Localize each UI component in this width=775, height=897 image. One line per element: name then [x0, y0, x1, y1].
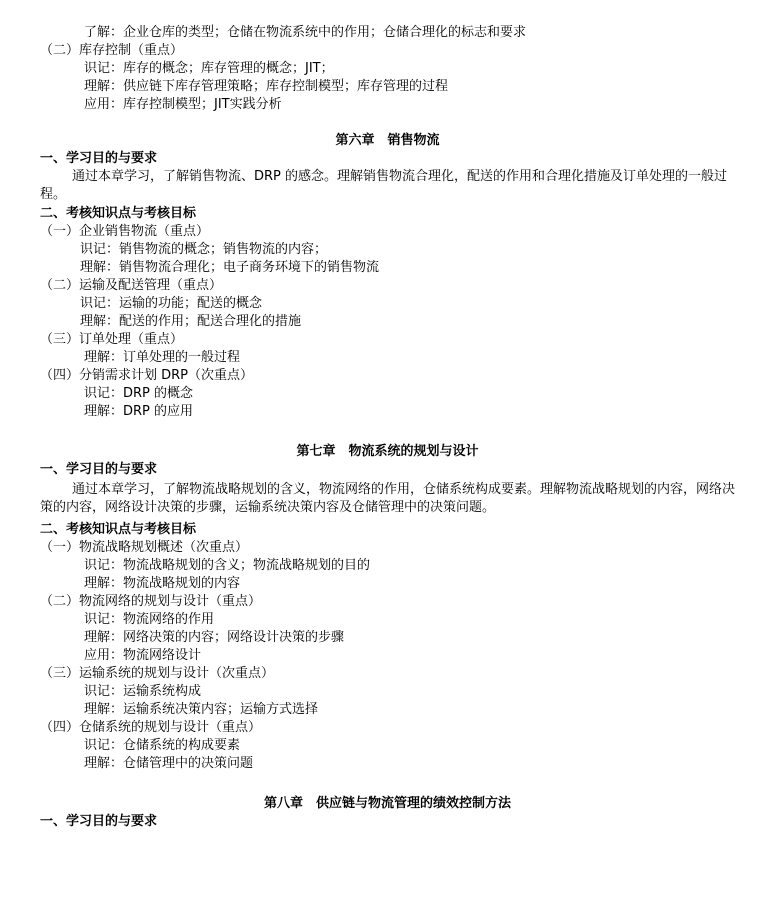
text-line: 理解：仓储管理中的决策问题	[84, 756, 254, 771]
text-line: 识记：运输系统构成	[84, 684, 202, 699]
subsection-heading: （二）库存控制（重点）	[40, 43, 184, 58]
text-line: 识记：销售物流的概念；销售物流的内容；	[80, 242, 328, 257]
text-line: 识记：物流网络的作用	[84, 612, 215, 627]
chapter-title: 第六章 销售物流	[335, 133, 440, 148]
paragraph: 通过本章学习，了解销售物流、DRP 的感念。理解销售物流合理化，配送的作用和合理化措施及订单处理的一般过程。	[40, 169, 728, 202]
text-line: 识记：库存的概念；库存管理的概念；JIT；	[84, 61, 334, 76]
subsection-heading: （四）仓储系统的规划与设计（重点）	[40, 720, 262, 735]
section-heading: 二、考核知识点与考核目标	[40, 522, 197, 537]
section-heading: 二、考核知识点与考核目标	[40, 206, 197, 221]
subsection-heading: （一）物流战略规划概述（次重点）	[40, 540, 249, 555]
subsection-heading: （三）订单处理（重点）	[40, 332, 184, 347]
text-line: 理解：运输系统决策内容；运输方式选择	[84, 702, 319, 717]
text-line: 理解：订单处理的一般过程	[84, 350, 241, 365]
subsection-heading: （二）运输及配送管理（重点）	[40, 278, 223, 293]
text-line: 识记：运输的功能；配送的概念	[80, 296, 263, 311]
subsection-heading: （三）运输系统的规划与设计（次重点）	[40, 666, 275, 681]
section-heading: 一、学习目的与要求	[40, 462, 158, 477]
text-line: 识记：物流战略规划的含义；物流战略规划的目的	[84, 558, 371, 573]
text-line: 理解：供应链下库存管理策略；库存控制模型；库存管理的过程	[84, 79, 449, 94]
text-line: 理解：DRP 的应用	[84, 404, 194, 419]
text-line: 识记：DRP 的概念	[84, 386, 194, 401]
text-line: 识记：仓储系统的构成要素	[84, 738, 241, 753]
text-line: 应用：库存控制模型；JIT实践分析	[84, 97, 282, 112]
section-heading: 一、学习目的与要求	[40, 814, 158, 829]
section-heading: 一、学习目的与要求	[40, 151, 158, 166]
text-line: 理解：销售物流合理化；电子商务环境下的销售物流	[80, 260, 380, 275]
text-line: 理解：网络决策的内容；网络设计决策的步骤	[84, 630, 345, 645]
subsection-heading: （二）物流网络的规划与设计（重点）	[40, 594, 262, 609]
chapter-title: 第八章 供应链与物流管理的绩效控制方法	[263, 796, 511, 811]
text-line: 理解：物流战略规划的内容	[84, 576, 241, 591]
subsection-heading: （四）分销需求计划 DRP（次重点）	[40, 368, 254, 383]
paragraph: 通过本章学习，了解物流战略规划的含义，物流网络的作用，仓储系统构成要素。理解物流战略规划的内容，网络决策的内容，网络设计决策的步骤，运输系统决策内容及仓储管理中的决策问题。	[40, 482, 736, 515]
chapter-title: 第七章 物流系统的规划与设计	[296, 444, 479, 459]
subsection-heading: （一）企业销售物流（重点）	[40, 224, 210, 239]
text-line: 了解：企业仓库的类型；仓储在物流系统中的作用；仓储合理化的标志和要求	[84, 25, 527, 40]
text-line: 应用：物流网络设计	[84, 648, 202, 663]
text-line: 理解：配送的作用；配送合理化的措施	[80, 314, 302, 329]
